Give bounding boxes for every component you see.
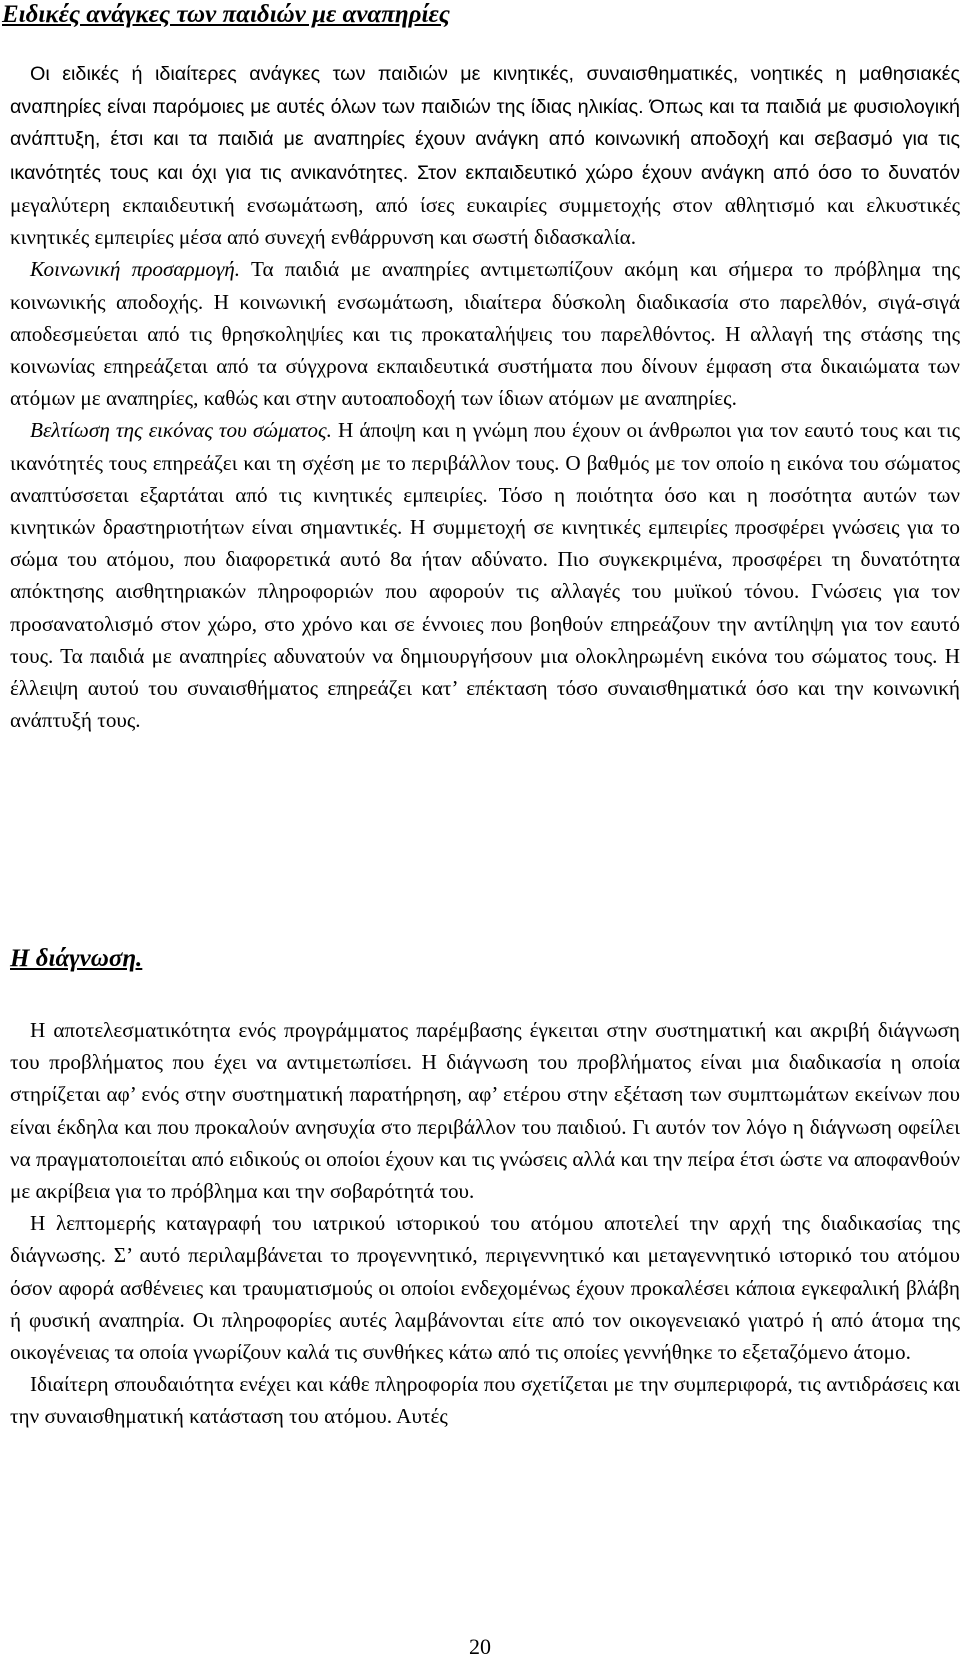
paragraph: Ιδιαίτερη σπουδαιότητα ενέχει και κάθε πληροφορία που σχετίζεται με την συμπεριφορά, τις αντιδράσεις και την συναισθηματική κατάσταση του ατόμου. Αυτές [10, 1372, 960, 1429]
paragraph [10, 58, 960, 253]
section-title: Ειδικές ανάγκες των παιδιών με αναπηρίες [2, 1, 450, 28]
paragraph [10, 414, 960, 736]
section-body [10, 1014, 960, 1433]
paragraph: Η αποτελεσματικότητα ενός προγράμματος παρέμβασης έγκειται στην συστηματική και ακριβή διάγνωση του προβλήματος που έχει να αντιμετωπίσει. Η διάγνωση του προβλήματος είναι μια διαδικασία η οποία στηρίζεται αφ’ ενός στην συστηματική παρατήρηση, αφ’ ετέρου στην εξέταση των συμπτωμάτων εκείνων που είναι έκδηλα και που προκαλούν ανησυχία στο περιβάλλον του παιδιού. Γι αυτόν τον λόγο η διάγνωση οφείλει να πραγματοποιείται από ειδικούς οι οποίοι έχουν και τις γνώσεις αλλά και την πείρα έτσι ώστε να αποφανθούν με ακρίβεια για το πρόβλημα και την σοβαρότητά του. [10, 1018, 960, 1204]
paragraph-heading: Βελτίωση της εικόνας του σώματος. [30, 418, 332, 443]
page-number: 20 [469, 1634, 491, 1659]
paragraph-heading: Κοινωνική προσαρμογή. [30, 257, 241, 282]
paragraph: Η λεπτομερής καταγραφή του ιατρικού ιστορικού του ατόμου αποτελεί την αρχή της διαδικασίας της διάγνωσης. Σ’ αυτό περιλαμβάνεται το προγεννητικό, περιγεννητικό και μεταγεννητικό ιστορικό του ατόμου όσον αφορά ασθένειες και τραυματισμούς οι οποίοι ενδεχομένως έχουν προκαλέσει κάποια εγκεφαλική βλάβη ή φυσική αναπηρία. Οι πληροφορίες αυτές λαμβάνονται είτε από τον οικογενειακό γιατρό ή από άτομα της οικογένειας τα οποία γνωρίζουν καλά τις συνθήκες κάτω από τις οποίες γεννήθηκε το εξεταζόμενο άτομο. [10, 1211, 960, 1365]
section-body [10, 58, 960, 736]
paragraph-text: Η άποψη και η γνώμη που έχουν οι άνθρωποι για τον εαυτό τους και τις ικανότητές τους επηρεάζει και τη σχέση με το περιβάλλον τους. Ο βαθμός με τον οποίο η εικόνα του σώματος αναπτύσσεται εξαρτάται από τις κινητικές εμπειρίες. Τόσο η ποιότητα όσο και η ποσότητα αυτών των κινητικών δραστηριοτήτων είναι σημαντικές. Η συμμετοχή σε κινητικές εμπειρίες προσφέρει γνώσεις για το σώμα του ατόμου, που διαφορετικά αυτό 8α ήταν αδύνατο. Πιο συγκεκριμένα, προσφέρει τη δυνατότητα απόκτησης αισθητηριακών πληροφοριών που αφορούν τις αλλαγές του μυϊκού τόνου. Γνώσεις για τον προσανατολισμό στον χώρο, στο χρόνο και σε έννοιες που βοηθούν επηρεάζουν την αντίληψη για τον εαυτό τους. Τα παιδιά με αναπηρίες αδυνατούν να δημιουργήσουν μια ολοκληρωμένη εικόνα του σώματος τους. Η έλλειψη αυτού του συναισθήματος επηρεάζει κατ’ επέκταση τόσο συναισθηματικά όσο και την κοινωνική ανάπτυξή τους. [10, 418, 960, 733]
paragraph [10, 253, 960, 414]
paragraph-text-serif: μεγαλύτερη εκπαιδευτική ενσωμάτωση, από ίσες ευκαιρίες συμμετοχής στον αθλητισμό και ελκυστικές κινητικές εμπειρίες μέσα από συνεχή ενθάρρυνση και σωστή διδασκαλία. [10, 193, 960, 250]
paragraph-text-sans: Οι ειδικές ή ιδιαίτερες ανάγκες των παιδιών με κινητικές, συναισθηματικές, νοητικές η μαθησιακές αναπηρίες είναι παρόμοιες με αυτές όλων των παιδιών της ίδιας ηλικίας. Όπως και τα παιδιά με φυσιολογική ανάπτυξη, έτσι και τα παιδιά με αναπηρίες έχουν ανάγκη από κοινωνική αποδοχή και σεβασμό για τις ικανότητές τους και όχι για τις ανικανότητες. Στον εκπαιδευτικό χώρο έχουν ανάγκη από όσο το δυνατόν [10, 63, 960, 184]
section-title: Η διάγνωση. [10, 945, 143, 972]
paragraph-text: Τα παιδιά με αναπηρίες αντιμετωπίζουν ακόμη και σήμερα το πρόβλημα της κοινωνικής αποδοχής. Η κοινωνική ενσωμάτωση, ιδιαίτερα δύσκολη διαδικασία στο παρελθόν, σιγά-σιγά αποδεσμεύεται από τις θρησκοληψίες και τις προκαταλήψεις του παρελθόντος. Η αλλαγή της στάσης της κοινωνίας επηρεάζεται από τα σύγχρονα εκπαιδευτικά συστήματα που δίνουν έμφαση στα δικαιώματα των ατόμων με αναπηρίες, καθώς και στην αυτοαποδοχή των ίδιων ατόμων με αναπηρίες. [10, 257, 960, 411]
